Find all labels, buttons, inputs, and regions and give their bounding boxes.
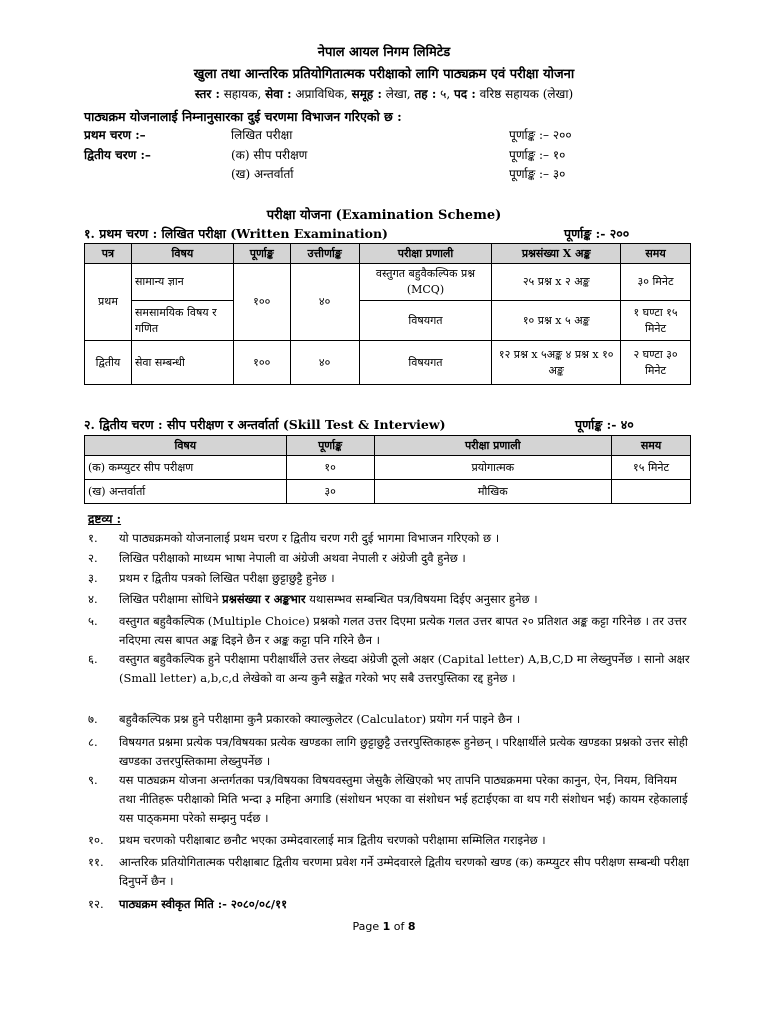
- col-header-exam-system: परीक्षा प्रणाली: [359, 244, 492, 264]
- grade-label: तह :: [414, 87, 437, 101]
- note-text: प्रथम र द्वितीय पत्रको लिखित परीक्षा छुट्टाछुट्टै हुनेछ ।: [119, 571, 335, 585]
- exam-system-cell: मौखिक: [374, 480, 612, 504]
- subject-cell: सामान्य ज्ञान: [131, 264, 233, 301]
- note-text-part: यथासम्भव सम्बन्धित पत्र/विषयमा दिईए अनुसार हुनेछ ।: [305, 592, 538, 606]
- page-label: Page: [352, 920, 383, 933]
- phase-1-label: प्रथम चरण :–: [84, 128, 146, 142]
- list-item: [88, 650, 696, 708]
- scheme-title: परीक्षा योजना (Examination Scheme): [266, 208, 502, 223]
- col-header-subject: विषय: [85, 436, 287, 456]
- note-text: प्रथम चरणको परीक्षाबाट छनौट भएका उम्मेदवारलाई मात्र द्वितीय चरणको परीक्षामा सम्मिलित गराइनेछ ।: [119, 833, 546, 847]
- note-number: ५.: [88, 614, 98, 628]
- current-page: 1: [382, 920, 391, 933]
- col-header-pass-marks: उत्तीर्णाङ्क: [290, 244, 359, 264]
- col-header-time: समय: [612, 436, 691, 456]
- document-title: खुला तथा आन्तरिक प्रतियोगितात्मक परीक्षाको लागि पाठ्यक्रम एवं परीक्षा योजना: [193, 67, 575, 82]
- list-item: [88, 710, 696, 729]
- paper-cell: प्रथम: [85, 264, 132, 341]
- note-text-part: लिखित परीक्षामा सोधिने: [119, 592, 223, 606]
- phase-2b-desc: (ख) अन्तर्वार्ता: [231, 167, 294, 181]
- section-2-title: २. द्वितीय चरण : सीप परीक्षण र अन्तर्वार्ता (Skill Test & Interview): [84, 417, 446, 432]
- table-row: [85, 480, 691, 504]
- subject-cell: सेवा सम्बन्धी: [131, 341, 233, 385]
- group-label: समूह :: [351, 87, 382, 101]
- exam-system-cell: प्रयोगात्मक: [374, 456, 612, 480]
- table-row: [85, 264, 691, 301]
- group-value: लेखा,: [381, 87, 415, 101]
- service-value: अप्राविधिक,: [291, 87, 352, 101]
- page-separator: of: [390, 920, 408, 933]
- section-1-title: १. प्रथम चरण : लिखित परीक्षा (Written Examination): [84, 226, 388, 241]
- grade-value: ५,: [436, 87, 454, 101]
- note-emphasis: प्रश्नसंख्या र अङ्कभार: [222, 592, 306, 606]
- time-cell: २ घण्टा ३० मिनेट: [621, 341, 691, 385]
- note-number: १२.: [88, 897, 104, 911]
- note-number: १०.: [88, 833, 104, 847]
- exam-system-cell: वस्तुगत बहुवैकल्पिक प्रश्न (MCQ): [359, 264, 492, 301]
- subject-cell: (ख) अन्तर्वार्ता: [85, 480, 287, 504]
- time-cell: ३० मिनेट: [621, 264, 691, 301]
- phase-1-marks: पूर्णाङ्क :– २००: [509, 128, 572, 142]
- col-header-exam-system: परीक्षा प्रणाली: [374, 436, 612, 456]
- full-marks-cell: १००: [233, 264, 290, 341]
- written-exam-table: [84, 243, 691, 385]
- subject-cell: समसामयिक विषय र गणित: [131, 301, 233, 341]
- note-text: आन्तरिक प्रतियोगितात्मक परीक्षाबाट द्वितीय चरणमा प्रवेश गर्ने उम्मेदवारले द्वितीय चरणको खण्ड (क) कम्प्युटर सीप परीक्षण सम्बन्धी परीक्षा दिनुपर्ने छैन ।: [119, 855, 690, 888]
- col-header-questions: प्रश्नसंख्या X अङ्क: [492, 244, 621, 264]
- note-number: ७.: [88, 712, 98, 726]
- paper-cell: द्वितीय: [85, 341, 132, 385]
- level-label: स्तर :: [194, 87, 220, 101]
- phase-1-desc: लिखित परीक्षा: [231, 128, 293, 142]
- note-text: वस्तुगत बहुवैकल्पिक (Multiple Choice) प्रश्नको गलत उत्तर दिएमा प्रत्येक गलत उत्तर बापत २० प्रतिशत अङ्क कट्टा गरिनेछ । तर उत्तर नदिएमा त्यस बापत अङ्क दिइने छैन र अङ्क कट्टा पनि गरिने छैन ।: [119, 614, 687, 647]
- col-header-paper: पत्र: [85, 244, 132, 264]
- note-text: बहुवैकल्पिक प्रश्न हुने परीक्षामा कुनै प्रकारको क्याल्कुलेटर (Calculator) प्रयोग गर्न पाइने छैन ।: [119, 712, 521, 726]
- list-item: [88, 529, 696, 548]
- note-number: १.: [88, 531, 98, 545]
- notes-title: द्रष्टव्य :: [88, 512, 122, 526]
- pass-marks-cell: ४०: [290, 341, 359, 385]
- table-row: [85, 301, 691, 341]
- phase-2b-marks: पूर्णाङ्क :– ३०: [509, 167, 566, 181]
- table-row: [85, 456, 691, 480]
- questions-cell: १२ प्रश्न x ५अङ्क ४ प्रश्न x १० अङ्क: [492, 341, 621, 385]
- note-number: २.: [88, 551, 98, 565]
- list-item: [88, 853, 696, 893]
- full-marks-cell: १००: [233, 341, 290, 385]
- intro-text: पाठ्यक्रम योजनालाई निम्नानुसारका दुई चरणमा विभाजन गरिएको छ :: [84, 109, 402, 124]
- level-value: सहायक,: [219, 87, 266, 101]
- list-item: [88, 590, 696, 609]
- note-text: विषयगत प्रश्नमा प्रत्येक पत्र/विषयका प्रत्येक खण्डका लागि छुट्टाछुट्टै उत्तरपुस्तिकाहरू हुनेछन् । परिक्षार्थीले प्रत्येक खण्डका प्रश्नको उत्तर सोही खण्डका उत्तरपुस्तिकामा लेख्नुपर्नेछ ।: [119, 735, 688, 768]
- col-header-full-marks: पूर्णाङ्क: [286, 436, 374, 456]
- time-cell: १५ मिनेट: [612, 456, 691, 480]
- section-1-marks: पूर्णाङ्क :- २००: [564, 226, 630, 241]
- time-cell: [612, 480, 691, 504]
- pass-marks-cell: ४०: [290, 264, 359, 341]
- total-pages: 8: [407, 920, 416, 933]
- exam-system-cell: विषयगत: [359, 301, 492, 341]
- service-label: सेवा :: [265, 87, 292, 101]
- note-text: [119, 590, 696, 609]
- note-number: ११.: [88, 855, 104, 869]
- note-number: ४.: [88, 592, 98, 606]
- col-header-full-marks: पूर्णाङ्क: [233, 244, 290, 264]
- note-number: ९.: [88, 773, 98, 787]
- page-number: [0, 920, 768, 933]
- phase-2a-marks: पूर्णाङ्क :– १०: [509, 148, 566, 162]
- phase-2a-desc: (क) सीप परीक्षण: [231, 148, 308, 162]
- list-item: [88, 549, 696, 568]
- list-item: [88, 569, 696, 588]
- note-text: वस्तुगत बहुवैकल्पिक हुने परीक्षामा परीक्षार्थीले उत्तर लेख्दा अंग्रेजी ठूलो अक्षर (Capital letter) A,B,C,D मा लेख्नुपर्नेछ । सानो अक्षर (Small letter) a,b,c,d लेखेको वा अन्य कुनै सङ्केत गरेको भए सबै उत्तरपुस्तिका रद्द हुनेछ ।: [119, 652, 690, 685]
- list-item: [88, 771, 696, 829]
- note-text: पाठ्यक्रम स्वीकृत मिति :- २०८०/०८/११: [119, 897, 288, 911]
- note-text: यो पाठ्यक्रमको योजनालाई प्रथम चरण र द्वितीय चरण गरी दुई भागमा विभाजन गरिएको छ ।: [119, 531, 500, 545]
- position-line: [0, 85, 768, 102]
- questions-cell: २५ प्रश्न x २ अङ्क: [492, 264, 621, 301]
- full-marks-cell: ३०: [286, 480, 374, 504]
- note-number: ३.: [88, 571, 98, 585]
- note-number: ८.: [88, 735, 98, 749]
- col-header-time: समय: [621, 244, 691, 264]
- phase-2-label: द्वितीय चरण :–: [84, 148, 151, 162]
- list-item: [88, 831, 696, 850]
- subject-cell: (क) कम्प्युटर सीप परीक्षण: [85, 456, 287, 480]
- list-item: [88, 733, 696, 773]
- list-item: [88, 895, 696, 914]
- list-item: [88, 612, 696, 652]
- exam-system-cell: विषयगत: [359, 341, 492, 385]
- organization-name: नेपाल आयल निगम लिमिटेड: [317, 45, 451, 60]
- time-cell: १ घण्टा १५ मिनेट: [621, 301, 691, 341]
- section-2-marks: पूर्णाङ्क :- ४०: [575, 417, 634, 432]
- note-text: लिखित परीक्षाको माध्यम भाषा नेपाली वा अंग्रेजी अथवा नेपाली र अंग्रेजी दुवै हुनेछ ।: [119, 551, 466, 565]
- post-value: वरिष्ठ सहायक (लेखा): [475, 87, 574, 101]
- note-text: यस पाठ्यक्रम योजना अन्तर्गतका पत्र/विषयका विषयवस्तुमा जेसुकै लेखिएको भए तापनि पाठ्यक्रममा परेका कानुन, ऐन, नियम, विनियम तथा नीतिहरू परीक्षाको मिति भन्दा ३ महिना अगाडि (संशोधन भएका वा संशोधन भई हटाईएका वा थप गरी संशोधन भई) कायम रहेकालाई यस पाठ्कममा परेको सम्झनु पर्दछ ।: [119, 773, 688, 825]
- skill-test-table: [84, 435, 691, 504]
- full-marks-cell: १०: [286, 456, 374, 480]
- table-row: [85, 341, 691, 385]
- note-number: ६.: [88, 652, 98, 666]
- post-label: पद :: [453, 87, 476, 101]
- col-header-subject: विषय: [131, 244, 233, 264]
- questions-cell: १० प्रश्न x ५ अङ्क: [492, 301, 621, 341]
